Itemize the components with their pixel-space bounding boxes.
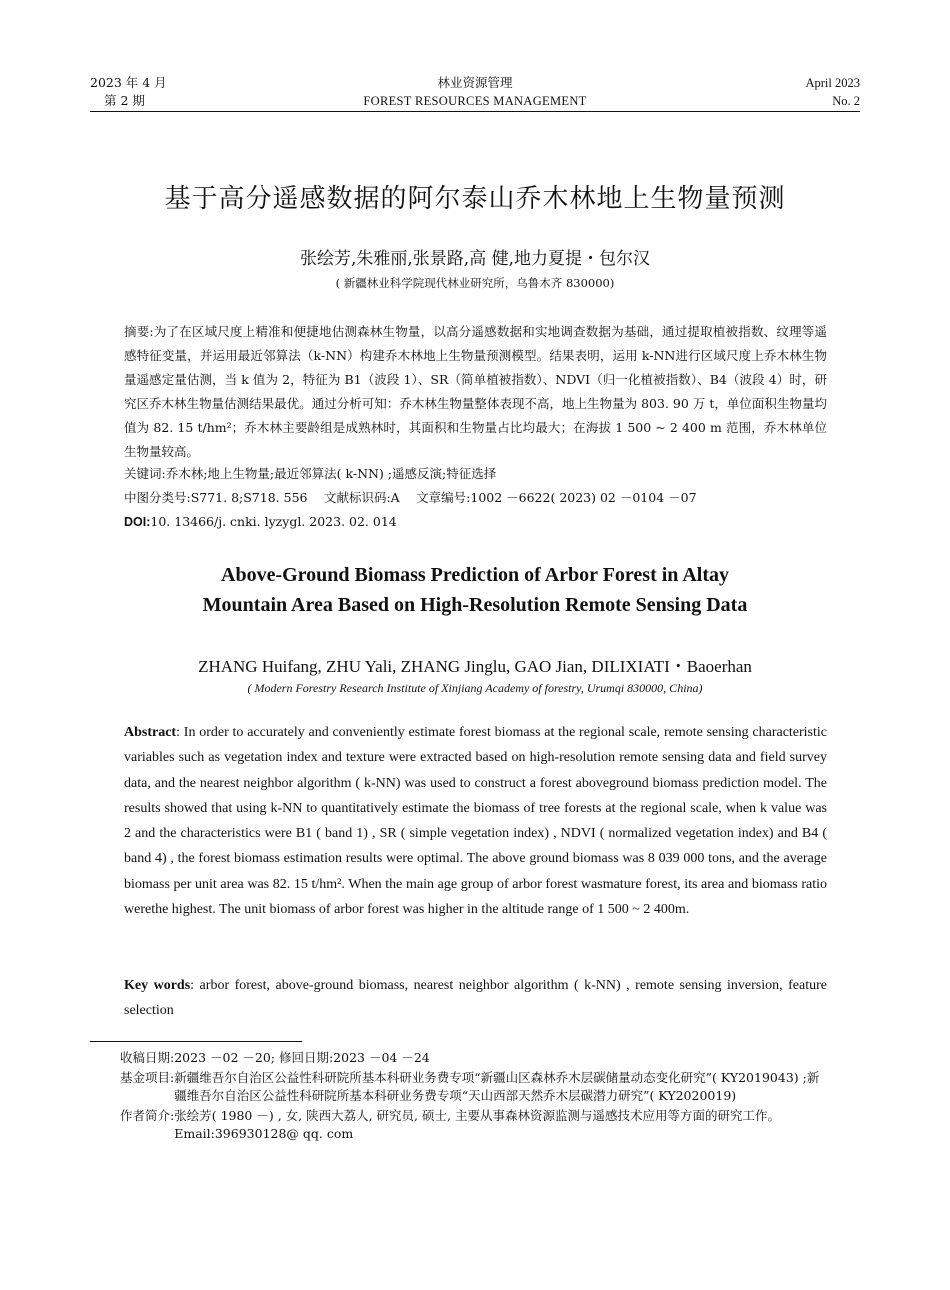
header-date-en: April 2023 <box>805 76 860 90</box>
abstract-cn-text: 为了在区域尺度上精准和便捷地估测森林生物量，以高分遥感数据和实地调查数据为基础，通过提取植被指数、纹理等遥感特征变量，并运用最近邻算法（k-NN）构建乔木林地上生物量预测模型。结果表明，运用 k-NN进行区域尺度上乔木林生物量遥感定量估测，当 k 值为 2，特征为 B1（波段 1）、SR（简单植被指数）、NDVI（归一化植被指数）、B4（波段 4）时，研究区乔木林生物量估测结果最优。通过分析可知：乔木林生物量整体表现不高，地上生物量为 803. 90 万 t，单位面积生物量均值为 82. 15 t/hm²；乔木林主要龄组是成熟林时，其面积和生物量占比均最大；在海拔 1 500 ~ 2 400 m 范围，乔木林单位生物量较高。 <box>124 324 827 459</box>
keywords-cn-text: 乔木林;地上生物量;最近邻算法( k-NN) ;遥感反演;特征选择 <box>165 466 497 481</box>
keywords-en-label: Key words <box>124 978 191 993</box>
abstract-cn-label: 摘要: <box>124 324 154 339</box>
abstract-cn <box>124 320 827 464</box>
footnote-received <box>120 1049 828 1068</box>
footnote-key: 作者简介: <box>120 1107 175 1123</box>
footnote-value: 新疆维吾尔自治区公益性科研院所基本科研业务费专项“新疆山区森林乔木层碳储量动态变化研究”( KY2019043) ;新疆维吾尔自治区公益性科研院所基本科研业务费专项“天山西部天然乔木层碳潜力研究”( KY2020019) <box>174 1069 820 1103</box>
affiliation-en: ( Modern Forestry Research Institute of Xinjiang Academy of forestry, Urumqi 830000, China) <box>247 681 703 695</box>
footnote-author-bio <box>120 1107 828 1144</box>
abstract-en-text: : In order to accurately and conveniently estimate forest biomass at the regional scale, remote sensing characteristic variables such as vegetation index and texture were extracted based on high-resolution remote sensing data and field survey data, and the nearest neighbor algorithm ( k-NN) was used to construct a forest aboveground biomass prediction model. The results showed that using k-NN to quantitatively estimate the biomass of tree forests at the regional scale, when k value was 2 and the characteristics were B1 ( band 1) , SR ( simple vegetation index) , NDVI ( normalized vegetation index) and B4 ( band 4) , the forest biomass estimation results were optimal. The above ground biomass was 8 039 000 tons, and the average biomass per unit area was 82. 15 t/hm². When the main age group of arbor forest wasmature forest, its area and biomass ratio werethe highest. The unit biomass of arbor forest was higher in the altitude range of 1 500 ~ 2 400m. <box>124 725 827 918</box>
abstract-en <box>124 720 827 922</box>
authors-en: ZHANG Huifang, ZHU Yali, ZHANG Jinglu, GAO Jian, DILIXIATI・Baoerhan <box>198 657 752 676</box>
footnotes <box>120 1049 828 1145</box>
keywords-cn-label: 关键词: <box>124 466 166 481</box>
footnote-key: 基金项目: <box>120 1069 175 1085</box>
footnote-key: 收稿日期: <box>120 1050 175 1065</box>
footnote-value: 2023 －02 －20; 修回日期:2023 －04 －24 <box>174 1050 430 1065</box>
affiliation-cn: ( 新疆林业科学院现代林业研究所，乌鲁木齐 830000) <box>335 276 615 290</box>
header-date: 2023 年 4 月 <box>90 75 167 90</box>
footnote-value: 张绘芳( 1980 －) , 女, 陕西大荔人, 研究员, 硕士, 主要从事森林资源监测与遥感技术应用等方面的研究工作。Email:396930128@ qq. com <box>174 1107 780 1141</box>
doi-label: DOI: <box>124 515 151 529</box>
header-rule <box>90 111 860 112</box>
classification-line: 中图分类号:S771. 8;S718. 556 文献标识码:A 文章编号:1002 －6622( 2023) 02 －0104 －07 <box>124 490 697 505</box>
header-issue: 第 2 期 <box>104 93 145 108</box>
keywords-en-text: : arbor forest, above-ground biomass, nearest neighbor algorithm ( k-NN) , remote sensing inversion, feature selection <box>124 978 827 1019</box>
authors-cn: 张绘芳,朱雅丽,张景路,高 健,地力夏提・包尔汉 <box>299 249 651 269</box>
footnote-rule <box>90 1041 302 1042</box>
paper-title-en <box>0 560 950 620</box>
keywords-en <box>124 973 827 1024</box>
paper-title-cn: 基于高分遥感数据的阿尔泰山乔木林地上生物量预测 <box>164 184 786 214</box>
header-journal-cn: 林业资源管理 <box>437 75 513 90</box>
abstract-en-label: Abstract <box>124 725 177 740</box>
doi-link[interactable]: 10. 13466/j. cnki. lyzygl. 2023. 02. 014 <box>150 514 397 529</box>
paper-title-en-line2: Mountain Area Based on High-Resolution Remote Sensing Data <box>202 594 748 616</box>
header-journal <box>90 74 860 110</box>
paper-title-en-line1: Above-Ground Biomass Prediction of Arbor Forest in Altay <box>221 564 729 586</box>
running-header <box>90 74 860 114</box>
header-journal-en: FOREST RESOURCES MANAGEMENT <box>363 94 587 108</box>
header-issue-en: No. 2 <box>832 94 860 108</box>
doi-line <box>124 510 827 534</box>
footnote-funding <box>120 1069 828 1106</box>
keywords-cn <box>124 462 827 486</box>
header-date-issue-en <box>805 74 860 110</box>
